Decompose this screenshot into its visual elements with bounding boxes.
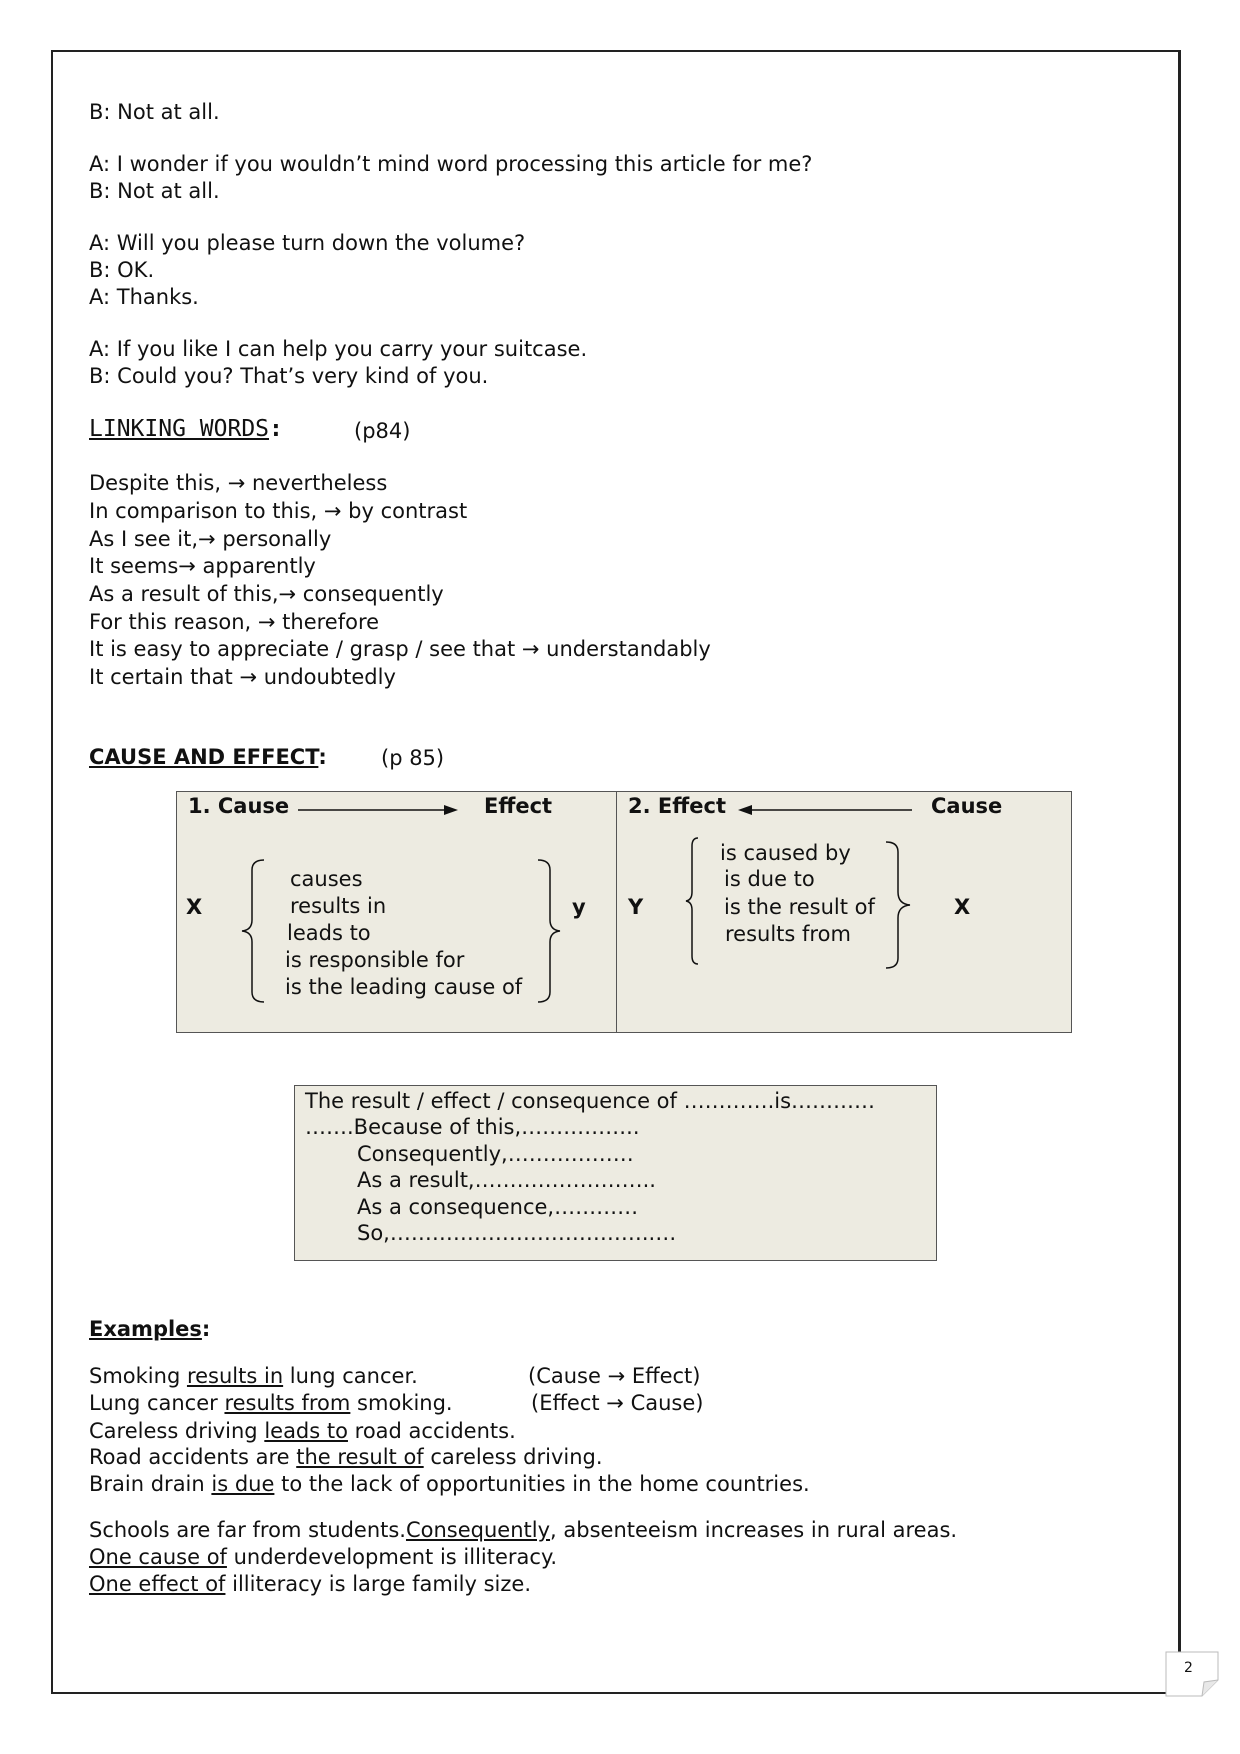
example-text: underdevelopment is illiteracy. <box>226 1545 558 1569</box>
right-verb: is the result of <box>724 895 875 919</box>
left-cell-object: y <box>572 895 586 919</box>
example-key-phrase: Consequently <box>405 1518 551 1542</box>
right-arrow-icon <box>298 800 464 820</box>
example-text: road accidents. <box>347 1419 516 1443</box>
left-verb: is responsible for <box>285 948 465 972</box>
example-key-phrase: results in <box>186 1364 284 1388</box>
dialogue-line: A: Thanks. <box>89 285 199 309</box>
example-key-phrase: results from <box>224 1391 351 1415</box>
example-line <box>89 1444 603 1471</box>
right-verb: results from <box>725 922 851 946</box>
left-arrow-icon <box>736 800 912 820</box>
example-key-phrase: the result of <box>296 1445 424 1469</box>
right-cell-subject: Y <box>628 895 644 919</box>
cause-effect-page-ref: (p 85) <box>381 746 445 770</box>
linking-item: It seems→ apparently <box>89 554 316 578</box>
example-text: , absenteeism increases in rural areas. <box>550 1518 958 1542</box>
example-text: smoking. <box>350 1391 453 1415</box>
example-line <box>89 1363 418 1390</box>
example-key-phrase: is due <box>211 1472 275 1496</box>
right-cell-object: X <box>954 895 971 919</box>
page-number: 2 <box>1184 1660 1193 1676</box>
template-line: Consequently,……………… <box>357 1142 634 1166</box>
right-verb: is due to <box>724 867 815 891</box>
linking-item: It is easy to appreciate / grasp / see that → understandably <box>89 637 711 661</box>
example-text: Schools are far from students. <box>89 1518 406 1542</box>
example-text: Lung cancer <box>89 1391 225 1415</box>
example-text: illiteracy is large family size. <box>225 1572 531 1596</box>
dialogue-line: A: I wonder if you wouldn’t mind word processing this article for me? <box>89 152 813 176</box>
left-cell-subject: X <box>186 895 203 919</box>
right-cell-title: 2. Effect <box>628 794 726 818</box>
left-close-brace-icon <box>536 858 566 1004</box>
dialogue-line: B: Could you? That’s very kind of you. <box>89 364 489 388</box>
examples-colon: : <box>201 1317 211 1341</box>
example-text: Careless driving <box>89 1419 265 1443</box>
dialogue-line: A: If you like I can help you carry your suitcase. <box>89 337 588 361</box>
linking-item: For this reason, → therefore <box>89 610 380 634</box>
right-cell-title-end: Cause <box>931 794 1003 818</box>
template-line: As a result,…………………….. <box>357 1168 656 1192</box>
right-close-brace-icon <box>884 840 914 970</box>
right-open-brace-icon <box>682 836 712 966</box>
example-key-phrase: leads to <box>264 1419 348 1443</box>
example-text: Smoking <box>89 1364 187 1388</box>
example-line <box>89 1390 453 1417</box>
template-line: The result / effect / consequence of ………….is………… <box>305 1089 876 1113</box>
example-text: careless driving. <box>423 1445 603 1469</box>
example-text: to the lack of opportunities in the home countries. <box>274 1472 810 1496</box>
examples-title: Examples <box>89 1317 202 1341</box>
example-note: (Cause → Effect) <box>528 1364 701 1388</box>
template-line: So,………………………………..… <box>357 1221 677 1245</box>
linking-item: It certain that → undoubtedly <box>89 665 396 689</box>
left-verb: is the leading cause of <box>285 975 523 999</box>
template-line: …….Because of this,…………….. <box>305 1115 640 1139</box>
left-cell-title-end: Effect <box>484 794 553 818</box>
linking-item: As I see it,→ personally <box>89 527 332 551</box>
linking-words-title: LINKING WORDS <box>89 416 270 442</box>
left-verb: leads to <box>287 921 371 945</box>
left-cell-title: 1. Cause <box>188 794 290 818</box>
example-key-phrase: One effect of <box>89 1572 226 1596</box>
example-line <box>89 1571 531 1598</box>
left-verb: results in <box>290 894 387 918</box>
examples-heading <box>89 1316 210 1343</box>
cause-effect-title: CAUSE AND EFFECT <box>89 745 319 769</box>
linking-words-colon: : <box>269 416 283 442</box>
linking-words-page-ref: (p84) <box>354 419 411 443</box>
example-line <box>89 1517 957 1544</box>
linking-item: In comparison to this, → by contrast <box>89 499 468 523</box>
example-line <box>89 1544 557 1571</box>
right-verb: is caused by <box>720 841 851 865</box>
dialogue-line: B: OK. <box>89 258 155 282</box>
left-verb: causes <box>290 867 363 891</box>
cause-effect-heading <box>89 744 327 771</box>
example-text: Brain drain <box>89 1472 212 1496</box>
dialogue-line: A: Will you please turn down the volume? <box>89 231 526 255</box>
template-line: As a consequence,………… <box>357 1195 639 1219</box>
dialogue-line: B: Not at all. <box>89 100 220 124</box>
linking-words-heading <box>89 416 283 443</box>
cause-effect-colon: : <box>318 745 327 769</box>
left-open-brace-icon <box>238 858 268 1004</box>
dialogue-line: B: Not at all. <box>89 179 220 203</box>
example-line <box>89 1418 516 1445</box>
linking-item: As a result of this,→ consequently <box>89 582 444 606</box>
example-text: lung cancer. <box>283 1364 418 1388</box>
example-key-phrase: One cause of <box>89 1545 227 1569</box>
example-note: (Effect → Cause) <box>531 1391 704 1415</box>
example-line <box>89 1471 810 1498</box>
linking-item: Despite this, → nevertheless <box>89 471 388 495</box>
example-text: Road accidents are <box>89 1445 297 1469</box>
